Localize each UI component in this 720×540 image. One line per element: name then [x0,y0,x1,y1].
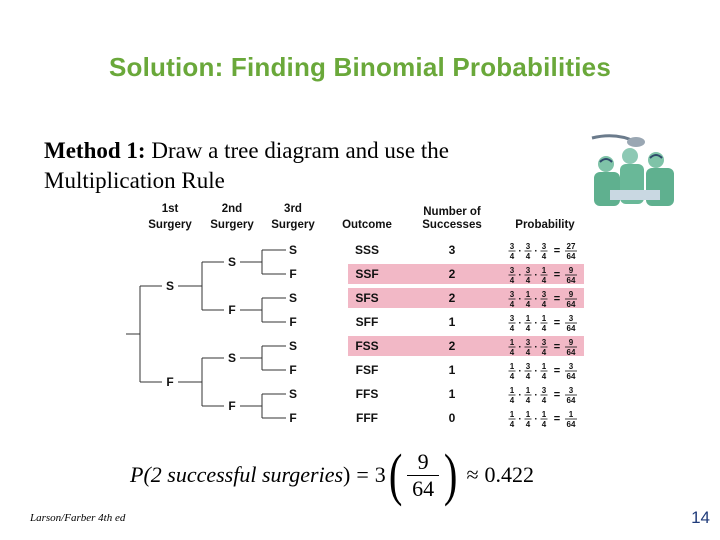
tree-node-l1: F [166,375,174,389]
factor-denominator: 4 [525,252,531,261]
row-outcome: FFF [356,411,378,425]
formula-left-paren: ( [388,442,403,507]
factor-numerator: 1 [525,314,531,323]
row-equals: = [553,413,561,425]
formula-close-paren: ) [343,462,351,487]
multiply-dot: · [518,294,522,305]
tree-node-l3: S [288,387,298,401]
multiply-dot: · [534,270,538,281]
factor-numerator: 1 [525,290,531,299]
factor-denominator: 4 [509,420,515,429]
factor-numerator: 3 [509,314,515,323]
result-denominator: 64 [566,372,576,381]
factor-numerator: 3 [525,266,531,275]
row-outcome: SFF [355,315,379,329]
multiply-dot: · [518,342,522,353]
factor-numerator: 3 [509,266,515,275]
tree-node-l3: F [289,267,297,281]
multiply-dot: · [518,246,522,257]
multiply-dot: · [534,390,538,401]
factor-denominator: 4 [509,252,515,261]
tree-node-l2: F [228,303,236,317]
header-second-top: 2nd [221,203,243,215]
row-outcome: FFS [355,387,379,401]
multiply-dot: · [518,318,522,329]
factor-denominator: 4 [525,348,531,357]
multiply-dot: · [534,342,538,353]
factor-denominator: 4 [509,396,515,405]
result-denominator: 64 [566,276,576,285]
row-equals: = [553,269,561,281]
factor-numerator: 1 [509,338,515,347]
header-probability: Probability [515,219,575,231]
tree-node-l3: F [289,315,297,329]
row-highlight [348,264,584,284]
header-third-bottom: Surgery [271,219,315,231]
row-outcome: SSS [354,243,380,257]
footer-credit: Larson/Farber 4th ed [30,512,126,524]
formula-fraction-denominator: 64 [412,475,435,501]
factor-numerator: 3 [525,338,531,347]
header-successes-top: Number of [423,206,481,218]
row-equals: = [553,341,561,353]
result-numerator: 9 [568,338,574,347]
factor-numerator: 3 [541,242,547,251]
factor-denominator: 4 [541,276,547,285]
header-second-bottom: Surgery [210,219,254,231]
factor-denominator: 4 [509,324,515,333]
factor-numerator: 3 [525,242,531,251]
tree-node-l3: F [289,363,297,377]
slide-title: Solution: Finding Binomial Probabilities [109,52,611,82]
multiply-dot: · [534,294,538,305]
factor-denominator: 4 [541,324,547,333]
result-numerator: 3 [568,386,574,395]
row-outcome: SSF [355,267,379,281]
row-successes: 2 [448,291,456,305]
row-outcome: FSF [355,363,379,377]
result-denominator: 64 [566,300,576,309]
factor-numerator: 3 [509,290,515,299]
tree-node-l2: S [227,351,237,365]
factor-denominator: 4 [509,372,515,381]
header-third-top: 3rd [284,203,302,215]
factor-numerator: 1 [541,362,547,371]
result-denominator: 64 [566,348,576,357]
factor-numerator: 1 [509,386,515,395]
factor-denominator: 4 [525,276,531,285]
row-successes: 2 [448,339,456,353]
multiply-dot: · [518,366,522,377]
result-denominator: 64 [566,324,576,333]
result-denominator: 64 [566,420,576,429]
factor-denominator: 4 [509,300,515,309]
row-successes: 0 [448,411,456,425]
method-description: Draw a tree diagram and use the Multiplication Rule [44,138,449,193]
tree-node-l2: S [227,255,237,269]
factor-denominator: 4 [509,276,515,285]
method-label: Method 1: [44,138,146,163]
row-outcome: FSS [355,339,379,353]
factor-numerator: 1 [509,362,515,371]
factor-numerator: 3 [541,386,547,395]
probability-formula [130,440,534,510]
tree-node-l3: S [288,243,298,257]
row-successes: 2 [448,267,456,281]
multiply-dot: · [534,246,538,257]
formula-right-paren: ) [444,442,458,507]
factor-denominator: 4 [525,324,531,333]
factor-denominator: 4 [525,420,531,429]
header-successes-bottom: Successes [422,219,482,231]
formula-approx: ≈ [466,462,479,487]
tree-node-l3: S [288,339,298,353]
page-number: 14 [691,508,710,527]
tree-node-l3: S [288,291,298,305]
result-numerator: 9 [568,266,574,275]
tree-node-l1: S [165,279,175,293]
row-equals: = [553,293,561,305]
tree-node-l2: F [228,399,236,413]
row-equals: = [553,317,561,329]
multiply-dot: · [534,318,538,329]
formula-coefficient: 3 [374,462,386,487]
formula-fraction-numerator: 9 [417,448,429,474]
row-highlight [348,288,584,308]
row-outcome: SFS [355,291,379,305]
row-equals: = [553,365,561,377]
multiply-dot: · [534,366,538,377]
formula-equals: = [356,462,369,487]
factor-numerator: 3 [525,362,531,371]
multiply-dot: · [534,414,538,425]
factor-numerator: 1 [525,386,531,395]
result-numerator: 27 [566,242,576,251]
row-successes: 1 [448,387,456,401]
formula-result: 0.422 [484,462,535,487]
header-first-top: 1st [161,203,179,215]
result-denominator: 64 [566,396,576,405]
factor-denominator: 4 [525,396,531,405]
factor-denominator: 4 [541,420,547,429]
row-successes: 1 [448,363,456,377]
row-highlight [348,336,584,356]
row-successes: 3 [448,243,456,257]
factor-numerator: 3 [541,290,547,299]
row-equals: = [553,389,561,401]
factor-numerator: 1 [541,410,547,419]
factor-numerator: 1 [525,410,531,419]
factor-numerator: 3 [509,242,515,251]
tree-node-l3: F [289,411,297,425]
row-equals: = [553,245,561,257]
result-numerator: 9 [568,290,574,299]
header-outcome: Outcome [342,219,392,231]
factor-denominator: 4 [541,252,547,261]
factor-denominator: 4 [541,348,547,357]
factor-numerator: 1 [509,410,515,419]
result-numerator: 3 [568,362,574,371]
factor-denominator: 4 [541,372,547,381]
formula-p: P( [130,462,151,487]
formula-fraction [407,449,439,502]
result-numerator: 1 [568,410,574,419]
factor-denominator: 4 [509,348,515,357]
factor-numerator: 3 [541,338,547,347]
formula-event: 2 successful surgeries [150,462,344,487]
multiply-dot: · [518,390,522,401]
factor-denominator: 4 [541,300,547,309]
factor-denominator: 4 [525,300,531,309]
multiply-dot: · [518,270,522,281]
result-denominator: 64 [566,252,576,261]
result-numerator: 3 [568,314,574,323]
factor-denominator: 4 [541,396,547,405]
row-successes: 1 [448,315,456,329]
factor-numerator: 1 [541,314,547,323]
header-first-bottom: Surgery [148,219,192,231]
factor-numerator: 1 [541,266,547,275]
multiply-dot: · [518,414,522,425]
factor-denominator: 4 [525,372,531,381]
